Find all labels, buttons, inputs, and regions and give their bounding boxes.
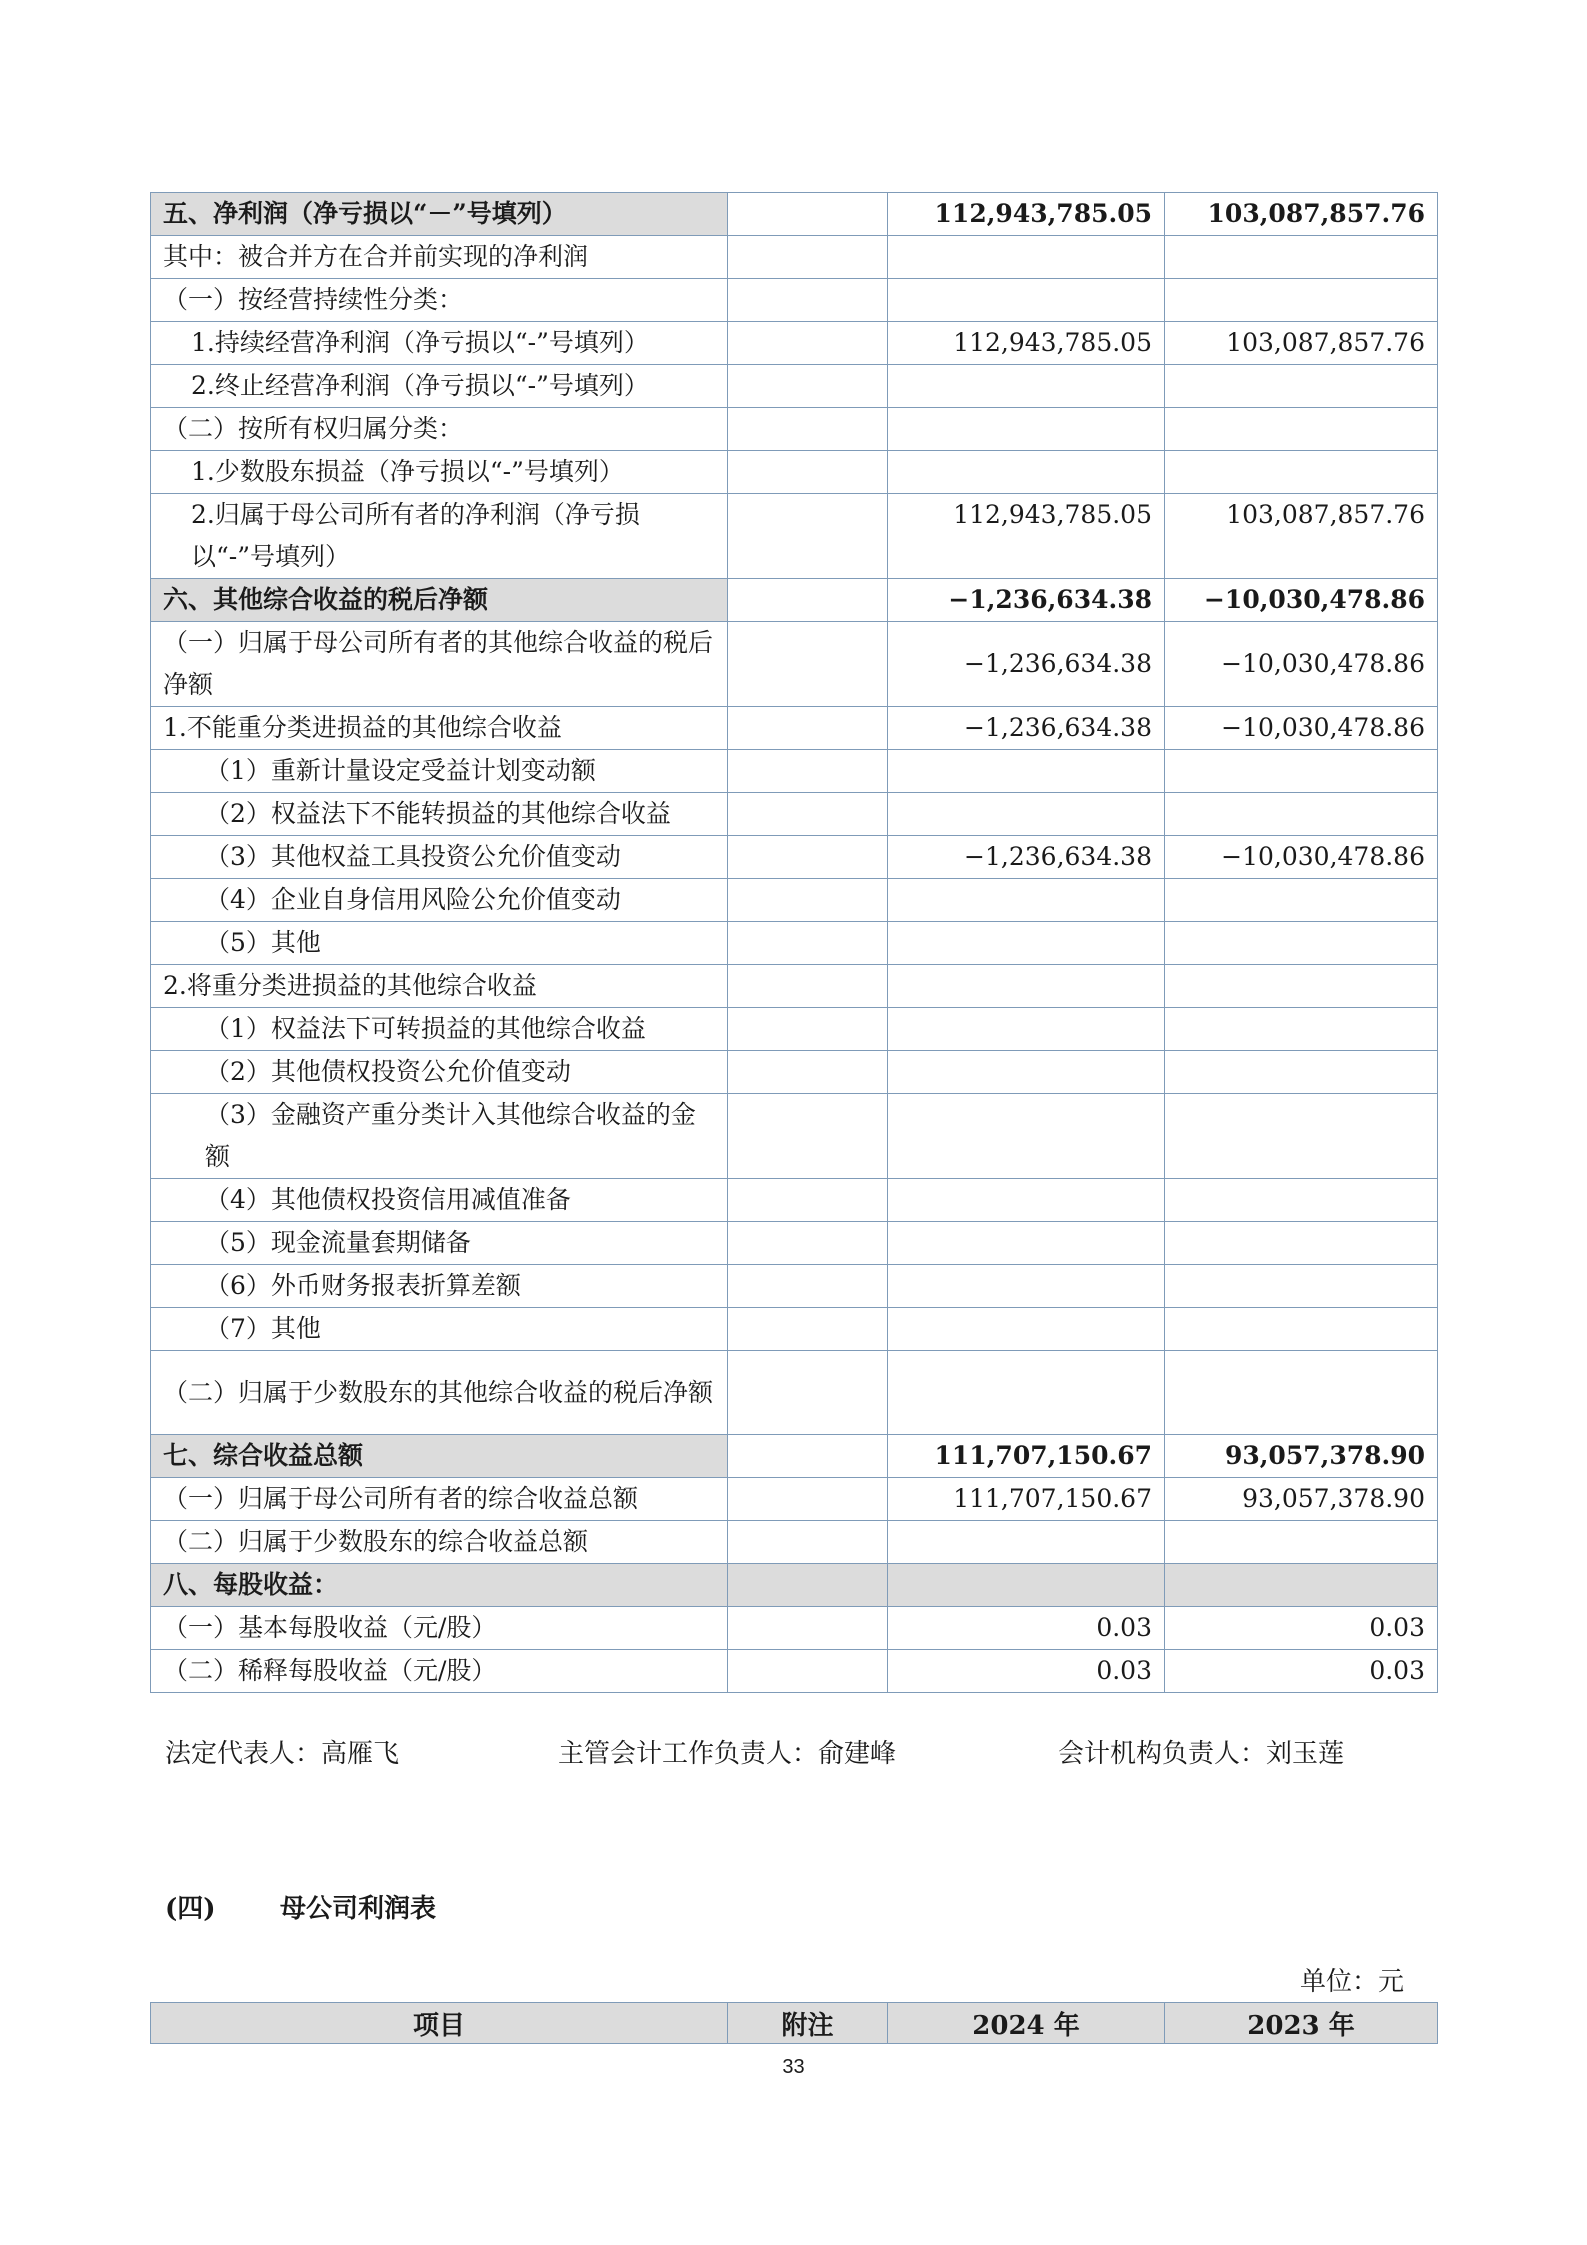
row-note <box>728 1051 888 1094</box>
header-note: 附注 <box>728 2003 888 2044</box>
row-value-2024: 112,943,785.05 <box>888 322 1165 365</box>
row-value-2024 <box>888 408 1165 451</box>
row-value-2023: −10,030,478.86 <box>1165 836 1438 879</box>
table-row <box>151 1179 1438 1222</box>
accounting-head: 主管会计工作负责人：俞建峰 <box>558 1739 897 1769</box>
row-item: （二）稀释每股收益（元/股） <box>151 1650 728 1693</box>
row-item: 2.终止经营净利润（净亏损以“-”号填列） <box>151 365 728 408</box>
row-value-2024 <box>888 1094 1165 1179</box>
row-value-2023: 0.03 <box>1165 1607 1438 1650</box>
row-value-2023 <box>1165 965 1438 1008</box>
table-row <box>151 793 1438 836</box>
row-value-2023 <box>1165 879 1438 922</box>
unit-label: 单位：元 <box>1300 1967 1405 1997</box>
row-value-2024 <box>888 793 1165 836</box>
row-value-2023 <box>1165 922 1438 965</box>
row-note <box>728 750 888 793</box>
row-note <box>728 1179 888 1222</box>
row-value-2023: 93,057,378.90 <box>1165 1478 1438 1521</box>
table-row <box>151 1521 1438 1564</box>
row-note <box>728 1008 888 1051</box>
row-item: （2）权益法下不能转损益的其他综合收益 <box>151 793 728 836</box>
table-row <box>151 1051 1438 1094</box>
table-row-earnings-per-share <box>151 1564 1438 1607</box>
row-item: （二）按所有权归属分类： <box>151 408 728 451</box>
table-row <box>151 322 1438 365</box>
section-number: (四) <box>165 1894 216 1924</box>
row-value-2024 <box>888 1051 1165 1094</box>
row-item: 七、综合收益总额 <box>151 1435 728 1478</box>
row-note <box>728 836 888 879</box>
row-item: （一）归属于母公司所有者的其他综合收益的税后净额 <box>151 622 728 707</box>
section-heading <box>165 1888 436 1925</box>
row-value-2023 <box>1165 1051 1438 1094</box>
row-value-2023: −10,030,478.86 <box>1165 622 1438 707</box>
row-item: （5）现金流量套期储备 <box>151 1222 728 1265</box>
table-row <box>151 236 1438 279</box>
row-value-2024 <box>888 1351 1165 1435</box>
row-item: 1.持续经营净利润（净亏损以“-”号填列） <box>151 322 728 365</box>
row-item: （1）重新计量设定受益计划变动额 <box>151 750 728 793</box>
row-value-2023 <box>1165 1179 1438 1222</box>
table-row <box>151 279 1438 322</box>
row-note <box>728 579 888 622</box>
row-value-2024 <box>888 1179 1165 1222</box>
table-row <box>151 1008 1438 1051</box>
row-item: （3）其他权益工具投资公允价值变动 <box>151 836 728 879</box>
header-year-2024: 2024 年 <box>888 2003 1165 2044</box>
signature-line <box>165 1733 1425 1773</box>
row-value-2023: −10,030,478.86 <box>1165 579 1438 622</box>
row-item: （二）归属于少数股东的其他综合收益的税后净额 <box>151 1351 728 1435</box>
row-note <box>728 322 888 365</box>
row-note <box>728 1265 888 1308</box>
row-value-2023 <box>1165 793 1438 836</box>
row-note <box>728 1478 888 1521</box>
row-item: （3）金融资产重分类计入其他综合收益的金额 <box>151 1094 728 1179</box>
row-item: 八、每股收益： <box>151 1564 728 1607</box>
row-item: （6）外币财务报表折算差额 <box>151 1265 728 1308</box>
row-value-2023 <box>1165 1351 1438 1435</box>
row-item: 六、其他综合收益的税后净额 <box>151 579 728 622</box>
table-row <box>151 707 1438 750</box>
row-item: （一）归属于母公司所有者的综合收益总额 <box>151 1478 728 1521</box>
row-note <box>728 922 888 965</box>
row-value-2024 <box>888 750 1165 793</box>
table-row <box>151 965 1438 1008</box>
row-value-2024: 111,707,150.67 <box>888 1478 1165 1521</box>
row-value-2024 <box>888 1308 1165 1351</box>
table-row <box>151 1607 1438 1650</box>
legal-representative: 法定代表人：高雁飞 <box>165 1739 400 1769</box>
table-row <box>151 365 1438 408</box>
table-row <box>151 1222 1438 1265</box>
row-item: 其中：被合并方在合并前实现的净利润 <box>151 236 728 279</box>
table-row <box>151 1265 1438 1308</box>
row-note <box>728 1521 888 1564</box>
row-value-2024 <box>888 236 1165 279</box>
row-value-2023: −10,030,478.86 <box>1165 707 1438 750</box>
row-value-2023 <box>1165 750 1438 793</box>
row-value-2024 <box>888 1222 1165 1265</box>
income-statement-table <box>150 192 1438 1693</box>
row-note <box>728 1308 888 1351</box>
row-value-2024: 111,707,150.67 <box>888 1435 1165 1478</box>
row-value-2024 <box>888 1564 1165 1607</box>
row-value-2024: 112,943,785.05 <box>888 494 1165 579</box>
row-note <box>728 365 888 408</box>
row-item: （1）权益法下可转损益的其他综合收益 <box>151 1008 728 1051</box>
row-value-2024: −1,236,634.38 <box>888 579 1165 622</box>
row-value-2023 <box>1165 1265 1438 1308</box>
row-item: （5）其他 <box>151 922 728 965</box>
row-value-2024: 112,943,785.05 <box>888 193 1165 236</box>
row-note <box>728 279 888 322</box>
table-row <box>151 1650 1438 1693</box>
row-item: 2.归属于母公司所有者的净利润（净亏损以“-”号填列） <box>151 494 728 579</box>
section-title: 母公司利润表 <box>280 1894 437 1924</box>
row-value-2023: 93,057,378.90 <box>1165 1435 1438 1478</box>
row-value-2023 <box>1165 1564 1438 1607</box>
row-note <box>728 707 888 750</box>
row-note <box>728 193 888 236</box>
table-row <box>151 1351 1438 1435</box>
row-note <box>728 1435 888 1478</box>
header-item: 项目 <box>151 2003 728 2044</box>
row-value-2023 <box>1165 451 1438 494</box>
row-item: （二）归属于少数股东的综合收益总额 <box>151 1521 728 1564</box>
row-note <box>728 494 888 579</box>
row-value-2023 <box>1165 1008 1438 1051</box>
row-value-2023: 103,087,857.76 <box>1165 193 1438 236</box>
table-row-net-profit <box>151 193 1438 236</box>
row-item: 2.将重分类进损益的其他综合收益 <box>151 965 728 1008</box>
accounting-org-head: 会计机构负责人：刘玉莲 <box>1058 1739 1345 1769</box>
row-value-2024 <box>888 922 1165 965</box>
row-value-2023: 0.03 <box>1165 1650 1438 1693</box>
row-value-2024: −1,236,634.38 <box>888 707 1165 750</box>
row-value-2024 <box>888 965 1165 1008</box>
header-year-2023: 2023 年 <box>1165 2003 1438 2044</box>
page-number: 33 <box>782 2056 805 2078</box>
table-row <box>151 622 1438 707</box>
row-value-2024 <box>888 451 1165 494</box>
table-row <box>151 494 1438 579</box>
row-value-2023: 103,087,857.76 <box>1165 494 1438 579</box>
row-note <box>728 793 888 836</box>
header-row <box>151 2003 1438 2044</box>
table-row <box>151 1094 1438 1179</box>
row-value-2023 <box>1165 408 1438 451</box>
row-note <box>728 236 888 279</box>
row-value-2024 <box>888 1008 1165 1051</box>
row-value-2024 <box>888 365 1165 408</box>
table-row <box>151 451 1438 494</box>
row-value-2023: 103,087,857.76 <box>1165 322 1438 365</box>
row-value-2024 <box>888 879 1165 922</box>
row-value-2023 <box>1165 365 1438 408</box>
row-item: 五、净利润（净亏损以“－”号填列） <box>151 193 728 236</box>
row-value-2023 <box>1165 279 1438 322</box>
row-value-2024: 0.03 <box>888 1650 1165 1693</box>
row-value-2024: 0.03 <box>888 1607 1165 1650</box>
row-note <box>728 1564 888 1607</box>
row-value-2023 <box>1165 236 1438 279</box>
row-item: （一）按经营持续性分类： <box>151 279 728 322</box>
row-value-2024: −1,236,634.38 <box>888 622 1165 707</box>
row-value-2023 <box>1165 1308 1438 1351</box>
table-row-total-comprehensive-income <box>151 1435 1438 1478</box>
row-item: （4）企业自身信用风险公允价值变动 <box>151 879 728 922</box>
table-row <box>151 408 1438 451</box>
row-note <box>728 1650 888 1693</box>
row-note <box>728 1094 888 1179</box>
row-note <box>728 1351 888 1435</box>
row-note <box>728 1607 888 1650</box>
table-row-other-comprehensive-income <box>151 579 1438 622</box>
row-value-2024 <box>888 279 1165 322</box>
row-note <box>728 879 888 922</box>
row-note <box>728 965 888 1008</box>
row-value-2024: −1,236,634.38 <box>888 836 1165 879</box>
row-item: （2）其他债权投资公允价值变动 <box>151 1051 728 1094</box>
row-value-2024 <box>888 1265 1165 1308</box>
row-item: （一）基本每股收益（元/股） <box>151 1607 728 1650</box>
row-value-2024 <box>888 1521 1165 1564</box>
row-item: 1.不能重分类进损益的其他综合收益 <box>151 707 728 750</box>
row-item: （7）其他 <box>151 1308 728 1351</box>
row-item: （4）其他债权投资信用减值准备 <box>151 1179 728 1222</box>
parent-income-statement-header <box>150 2002 1438 2044</box>
table-row <box>151 1308 1438 1351</box>
row-item: 1.少数股东损益（净亏损以“-”号填列） <box>151 451 728 494</box>
table-row <box>151 922 1438 965</box>
row-value-2023 <box>1165 1094 1438 1179</box>
row-value-2023 <box>1165 1521 1438 1564</box>
row-note <box>728 408 888 451</box>
table-row <box>151 750 1438 793</box>
table-row <box>151 879 1438 922</box>
table-row <box>151 1478 1438 1521</box>
row-note <box>728 1222 888 1265</box>
row-note <box>728 622 888 707</box>
row-note <box>728 451 888 494</box>
row-value-2023 <box>1165 1222 1438 1265</box>
table-row <box>151 836 1438 879</box>
